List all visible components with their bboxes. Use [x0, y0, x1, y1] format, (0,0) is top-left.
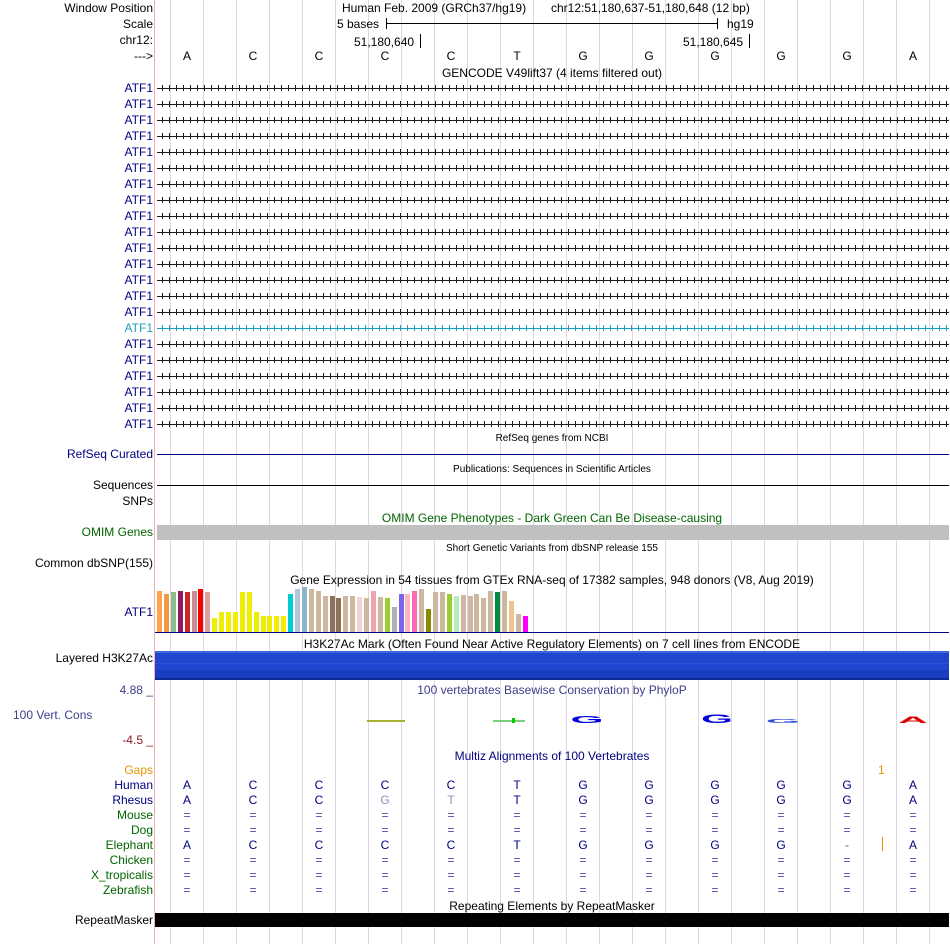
scale-bar-label: 5 bases — [337, 17, 380, 31]
gencode-item-label[interactable]: ATF1 — [124, 289, 153, 303]
multiz-base: G — [776, 778, 786, 792]
gtex-tissue-bar[interactable] — [185, 592, 190, 632]
multiz-base: = — [381, 853, 389, 867]
multiz-track-title: Multiz Alignments of 100 Vertebrates — [454, 749, 650, 763]
multiz-species-label[interactable]: X_tropicalis — [90, 868, 153, 882]
cons-min-label: -4.5 _ — [122, 733, 153, 747]
multiz-base: C — [380, 778, 390, 792]
gencode-transcript[interactable] — [157, 229, 949, 235]
multiz-base: = — [777, 868, 785, 882]
multiz-base: G — [380, 793, 390, 807]
cons-logo[interactable] — [155, 700, 950, 730]
gencode-item-label[interactable]: ATF1 — [124, 273, 153, 287]
sequence-base: G — [710, 49, 720, 63]
gencode-transcript[interactable] — [157, 325, 949, 331]
multiz-base: = — [645, 823, 653, 837]
gencode-item-label[interactable]: ATF1 — [124, 145, 153, 159]
sequence-base: A — [908, 49, 917, 63]
scale-bar-left-tick — [386, 18, 387, 29]
multiz-base: G — [644, 838, 654, 852]
multiz-base: = — [579, 823, 587, 837]
gtex-tissue-bar[interactable] — [212, 618, 217, 632]
gencode-transcript[interactable] — [157, 213, 949, 219]
cons-logo-letter: G — [765, 718, 801, 725]
multiz-base: G — [710, 793, 720, 807]
gtex-tissue-bar[interactable] — [240, 592, 245, 632]
repeatmasker-feature-bar[interactable] — [155, 913, 949, 927]
multiz-base: = — [183, 853, 191, 867]
cons-track-title: 100 vertebrates Basewise Conservation by PhyloP — [417, 683, 687, 697]
gtex-tissue-bar[interactable] — [440, 592, 445, 632]
gtex-tissue-bar[interactable] — [385, 598, 390, 632]
gtex-tissue-bar[interactable] — [288, 594, 293, 632]
multiz-base: = — [843, 823, 851, 837]
scale-bar-right-tick — [717, 18, 718, 29]
gtex-tissue-bar[interactable] — [419, 589, 424, 632]
gencode-item-label[interactable]: ATF1 — [124, 385, 153, 399]
gtex-tissue-bar[interactable] — [157, 591, 162, 632]
multiz-base: = — [843, 868, 851, 882]
multiz-base: = — [645, 868, 653, 882]
gtex-tissue-bar[interactable] — [198, 589, 203, 632]
gencode-transcript[interactable] — [157, 341, 949, 347]
gtex-tissue-bar[interactable] — [412, 591, 417, 632]
gencode-item-label[interactable]: ATF1 — [124, 113, 153, 127]
multiz-base: = — [447, 853, 455, 867]
multiz-base: A — [182, 778, 191, 792]
multiz-base: = — [909, 853, 917, 867]
sequence-base: C — [380, 49, 390, 63]
multiz-base: - — [845, 838, 849, 852]
dbsnp-track-title: Short Genetic Variants from dbSNP release 155 — [446, 543, 658, 554]
gtex-tissue-bar[interactable] — [378, 597, 383, 632]
gtex-tissue-bar[interactable] — [316, 591, 321, 632]
multiz-base: = — [183, 868, 191, 882]
gencode-transcript[interactable] — [157, 117, 949, 123]
sequence-base: G — [842, 49, 852, 63]
multiz-base: C — [314, 793, 324, 807]
gencode-transcript[interactable] — [157, 245, 949, 251]
multiz-base: C — [314, 778, 324, 792]
gtex-tissue-bar[interactable] — [247, 592, 252, 632]
gtex-tissue-bar[interactable] — [392, 607, 397, 632]
multiz-base: G — [578, 793, 588, 807]
multiz-species-label[interactable]: Dog — [130, 823, 153, 837]
gtex-tissue-bar[interactable] — [164, 594, 169, 632]
gtex-tissue-bar[interactable] — [481, 598, 486, 632]
multiz-species-label[interactable]: Zebrafish — [102, 883, 153, 897]
gtex-tissue-bar[interactable] — [461, 595, 466, 632]
multiz-base: = — [249, 868, 257, 882]
multiz-base: = — [513, 883, 521, 897]
multiz-base: = — [315, 868, 323, 882]
multiz-base: = — [909, 808, 917, 822]
multiz-base: = — [645, 883, 653, 897]
coord-tick-1 — [420, 34, 421, 48]
assembly-text: Human Feb. 2009 (GRCh37/hg19) — [342, 1, 527, 15]
gencode-transcript[interactable] — [157, 197, 949, 203]
gtex-tissue-bar[interactable] — [426, 609, 431, 632]
gencode-item-label[interactable]: ATF1 — [124, 209, 153, 223]
gtex-tissue-bar[interactable] — [330, 596, 335, 632]
multiz-base: = — [579, 853, 587, 867]
gtex-tissue-bar[interactable] — [350, 596, 355, 632]
cons-mark-1 — [367, 720, 405, 722]
gtex-tissue-bar[interactable] — [405, 594, 410, 632]
gencode-transcript[interactable] — [157, 181, 949, 187]
gencode-transcript[interactable] — [157, 101, 949, 107]
gencode-transcript[interactable] — [157, 421, 949, 427]
multiz-base: G — [842, 793, 852, 807]
gencode-transcript[interactable] — [157, 165, 949, 171]
gtex-tissue-bar[interactable] — [309, 589, 314, 632]
multiz-species-label[interactable]: Human — [114, 778, 153, 792]
multiz-base: = — [381, 823, 389, 837]
cons-logo-letter: A — [898, 714, 928, 726]
multiz-base: A — [908, 838, 917, 852]
multiz-base: T — [447, 793, 455, 807]
multiz-base: A — [908, 778, 917, 792]
gencode-transcript[interactable] — [157, 133, 949, 139]
gtex-tissue-bar[interactable] — [433, 592, 438, 632]
gtex-tissue-bar[interactable] — [205, 592, 210, 632]
gencode-item-label[interactable]: ATF1 — [124, 257, 153, 271]
multiz-base: G — [644, 793, 654, 807]
multiz-base: T — [513, 778, 521, 792]
multiz-base: = — [711, 823, 719, 837]
chrom-label: chr12: — [119, 33, 153, 47]
gtex-baseline — [155, 632, 949, 633]
refseq-track-label[interactable]: RefSeq Curated — [66, 447, 153, 461]
multiz-base: G — [776, 793, 786, 807]
gencode-item-label[interactable]: ATF1 — [124, 177, 153, 191]
multiz-base: = — [777, 808, 785, 822]
sequence-base: C — [446, 49, 456, 63]
gtex-tissue-bar[interactable] — [474, 594, 479, 632]
multiz-base: = — [579, 808, 587, 822]
multiz-base: C — [248, 793, 258, 807]
multiz-base: = — [645, 808, 653, 822]
gtex-tissue-bar[interactable] — [254, 612, 259, 632]
multiz-base: = — [843, 883, 851, 897]
gencode-transcript[interactable] — [157, 373, 949, 379]
cons-max-label: 4.88 _ — [119, 683, 153, 697]
gencode-item-label[interactable]: ATF1 — [124, 337, 153, 351]
sequence-base: G — [578, 49, 588, 63]
gtex-tissue-bar[interactable] — [371, 591, 376, 632]
repeatmasker-track-title: Repeating Elements by RepeatMasker — [449, 899, 655, 913]
omim-track-title: OMIM Gene Phenotypes - Dark Green Can Be Disease-causing — [381, 511, 723, 525]
gtex-tissue-bar[interactable] — [488, 591, 493, 632]
strand-arrow-label: ---> — [134, 49, 153, 63]
db-label: hg19 — [727, 17, 754, 31]
gencode-item-label[interactable]: ATF1 — [124, 401, 153, 415]
dbsnp-track-label[interactable]: Common dbSNP(155) — [34, 556, 153, 570]
refseq-track-title: RefSeq genes from NCBI — [495, 433, 609, 444]
multiz-base: = — [315, 883, 323, 897]
cons-mark-3 — [512, 718, 515, 723]
multiz-base: = — [513, 823, 521, 837]
window-position-label: Window Position — [64, 1, 153, 15]
sequence-base: C — [314, 49, 324, 63]
multiz-base: A — [182, 793, 191, 807]
gtex-track-label[interactable]: ATF1 — [124, 605, 153, 619]
gencode-item-label[interactable]: ATF1 — [124, 193, 153, 207]
gtex-tissue-bar[interactable] — [523, 616, 528, 632]
gtex-tissue-bar[interactable] — [399, 594, 404, 632]
multiz-base: G — [578, 778, 588, 792]
multiz-base: = — [513, 853, 521, 867]
multiz-base: A — [182, 838, 191, 852]
sequences-feature-line[interactable] — [157, 485, 949, 486]
multiz-base: = — [711, 808, 719, 822]
multiz-species-label[interactable]: Elephant — [105, 838, 153, 852]
sequence-base: G — [644, 49, 654, 63]
multiz-base: = — [381, 808, 389, 822]
multiz-base: G — [578, 838, 588, 852]
gtex-tissue-bar[interactable] — [261, 616, 266, 632]
gtex-tissue-bar[interactable] — [495, 592, 500, 632]
gencode-item-label[interactable]: ATF1 — [124, 97, 153, 111]
coord-label-2: 51,180,645 — [683, 35, 744, 49]
gtex-tissue-bar[interactable] — [274, 616, 279, 632]
sequences-track-label[interactable]: Sequences — [92, 478, 153, 492]
gencode-item-label[interactable]: ATF1 — [124, 161, 153, 175]
gtex-tissue-bar[interactable] — [192, 591, 197, 632]
gtex-tissue-bar[interactable] — [178, 591, 183, 632]
range-text: chr12:51,180,637-51,180,648 (12 bp) — [551, 1, 750, 15]
multiz-base: = — [843, 853, 851, 867]
gtex-tissue-bar[interactable] — [516, 614, 521, 632]
multiz-base: = — [183, 808, 191, 822]
gencode-item-label[interactable]: ATF1 — [124, 225, 153, 239]
multiz-base: = — [249, 853, 257, 867]
h3k27ac-track-label[interactable]: Layered H3K27Ac — [55, 651, 153, 665]
multiz-base: = — [315, 853, 323, 867]
cons-logo-letter: G — [570, 713, 604, 726]
multiz-base: = — [777, 823, 785, 837]
multiz-base: G — [710, 838, 720, 852]
gtex-tissue-bar[interactable] — [343, 596, 348, 632]
gtex-tissue-bar[interactable] — [323, 596, 328, 632]
gtex-tissue-bar[interactable] — [357, 597, 362, 632]
gencode-transcript[interactable] — [157, 149, 949, 155]
scale-bar — [386, 23, 718, 24]
multiz-base: = — [579, 868, 587, 882]
multiz-base: = — [843, 808, 851, 822]
omim-feature-bar[interactable] — [157, 525, 949, 540]
gencode-transcript[interactable] — [157, 309, 949, 315]
multiz-base: = — [645, 853, 653, 867]
multiz-base: A — [908, 793, 917, 807]
gencode-item-label[interactable]: ATF1 — [124, 417, 153, 431]
multiz-species-label[interactable]: Mouse — [116, 808, 153, 822]
multiz-base: = — [777, 883, 785, 897]
gtex-tissue-bar[interactable] — [267, 616, 272, 632]
multiz-base: C — [248, 778, 258, 792]
multiz-base: = — [447, 868, 455, 882]
multiz-base: C — [380, 838, 390, 852]
multiz-base: C — [446, 778, 456, 792]
multiz-base: C — [446, 838, 456, 852]
gtex-tissue-bar[interactable] — [281, 616, 286, 632]
h3k27ac-signal[interactable] — [155, 651, 949, 680]
gtex-tissue-bar[interactable] — [295, 589, 300, 632]
gencode-item-label[interactable]: ATF1 — [124, 353, 153, 367]
multiz-species-label[interactable]: Rhesus — [112, 793, 153, 807]
multiz-base: = — [183, 823, 191, 837]
multiz-base: = — [381, 868, 389, 882]
multiz-base: = — [909, 883, 917, 897]
gencode-item-label[interactable]: ATF1 — [124, 321, 153, 335]
multiz-base: = — [183, 883, 191, 897]
gencode-item-label[interactable]: ATF1 — [124, 369, 153, 383]
elephant-insertion-mark — [882, 837, 883, 851]
gencode-transcript[interactable] — [157, 357, 949, 363]
omim-track-label[interactable]: OMIM Genes — [81, 525, 153, 539]
multiz-base: = — [579, 883, 587, 897]
gtex-tissue-bar[interactable] — [447, 594, 452, 632]
h3k27ac-track-title: H3K27Ac Mark (Often Found Near Active Regulatory Elements) on 7 cell lines from ENCODE — [303, 637, 801, 651]
publications-track-title: Publications: Sequences in Scientific Articles — [453, 464, 651, 475]
multiz-base: = — [711, 868, 719, 882]
multiz-base: G — [776, 838, 786, 852]
gtex-tissue-bar[interactable] — [454, 596, 459, 632]
gtex-tissue-bar[interactable] — [233, 612, 238, 632]
gtex-tissue-bar[interactable] — [364, 598, 369, 632]
gencode-item-label[interactable]: ATF1 — [124, 305, 153, 319]
multiz-base: = — [249, 883, 257, 897]
gencode-item-label[interactable]: ATF1 — [124, 81, 153, 95]
gaps-label[interactable]: Gaps — [124, 763, 153, 777]
gtex-tissue-bar[interactable] — [502, 591, 507, 632]
multiz-base: = — [249, 808, 257, 822]
multiz-base: = — [777, 853, 785, 867]
gencode-transcript[interactable] — [157, 261, 949, 267]
multiz-base: T — [513, 793, 521, 807]
multiz-base: = — [447, 808, 455, 822]
gencode-transcript[interactable] — [157, 293, 949, 299]
multiz-base: = — [909, 868, 917, 882]
gtex-tissue-bar[interactable] — [468, 596, 473, 632]
snps-track-label[interactable]: SNPs — [122, 494, 153, 508]
multiz-base: = — [381, 883, 389, 897]
cons-mark-2 — [493, 720, 525, 722]
refseq-feature-line[interactable] — [157, 454, 949, 455]
gencode-transcript[interactable] — [157, 405, 949, 411]
multiz-base: = — [249, 823, 257, 837]
gtex-track-title: Gene Expression in 54 tissues from GTEx RNA-seq of 17382 samples, 948 donors (V8, Aug 2019) — [290, 573, 814, 587]
multiz-base: = — [711, 883, 719, 897]
gtex-tissue-bar[interactable] — [226, 612, 231, 632]
sequence-base: T — [513, 49, 521, 63]
multiz-species-label[interactable]: Chicken — [109, 853, 153, 867]
multiz-base: = — [909, 823, 917, 837]
multiz-base: = — [513, 868, 521, 882]
gencode-transcript[interactable] — [157, 277, 949, 283]
sequence-base: C — [248, 49, 258, 63]
gap-marker: 1 — [878, 763, 885, 777]
gencode-transcript[interactable] — [157, 85, 949, 91]
cons-logo-letter: G — [701, 712, 733, 726]
repeatmasker-track-label[interactable]: RepeatMasker — [74, 913, 153, 927]
gencode-track-title: GENCODE V49lift37 (4 items filtered out) — [441, 66, 663, 80]
cons-track-label[interactable]: 100 Vert. Cons — [13, 708, 93, 722]
multiz-base: G — [710, 778, 720, 792]
gencode-item-label[interactable]: ATF1 — [124, 241, 153, 255]
gencode-transcript[interactable] — [157, 389, 949, 395]
multiz-base: = — [315, 808, 323, 822]
multiz-base: = — [315, 823, 323, 837]
multiz-base: = — [447, 883, 455, 897]
gtex-tissue-bar[interactable] — [509, 601, 514, 632]
gtex-expression-chart[interactable] — [155, 587, 949, 632]
gtex-tissue-bar[interactable] — [336, 598, 341, 632]
multiz-base: G — [842, 778, 852, 792]
gtex-tissue-bar[interactable] — [219, 612, 224, 632]
multiz-base: G — [644, 778, 654, 792]
multiz-base: = — [711, 853, 719, 867]
gtex-tissue-bar[interactable] — [171, 592, 176, 632]
coord-tick-2 — [749, 34, 750, 48]
multiz-base: C — [314, 838, 324, 852]
scale-label: Scale — [122, 17, 153, 31]
sequence-base: A — [182, 49, 191, 63]
multiz-base: T — [513, 838, 521, 852]
multiz-base: C — [248, 838, 258, 852]
sequence-base: G — [776, 49, 786, 63]
multiz-base: = — [513, 808, 521, 822]
gtex-tissue-bar[interactable] — [302, 587, 307, 632]
coord-label-1: 51,180,640 — [354, 35, 415, 49]
multiz-base: = — [447, 823, 455, 837]
gencode-item-label[interactable]: ATF1 — [124, 129, 153, 143]
